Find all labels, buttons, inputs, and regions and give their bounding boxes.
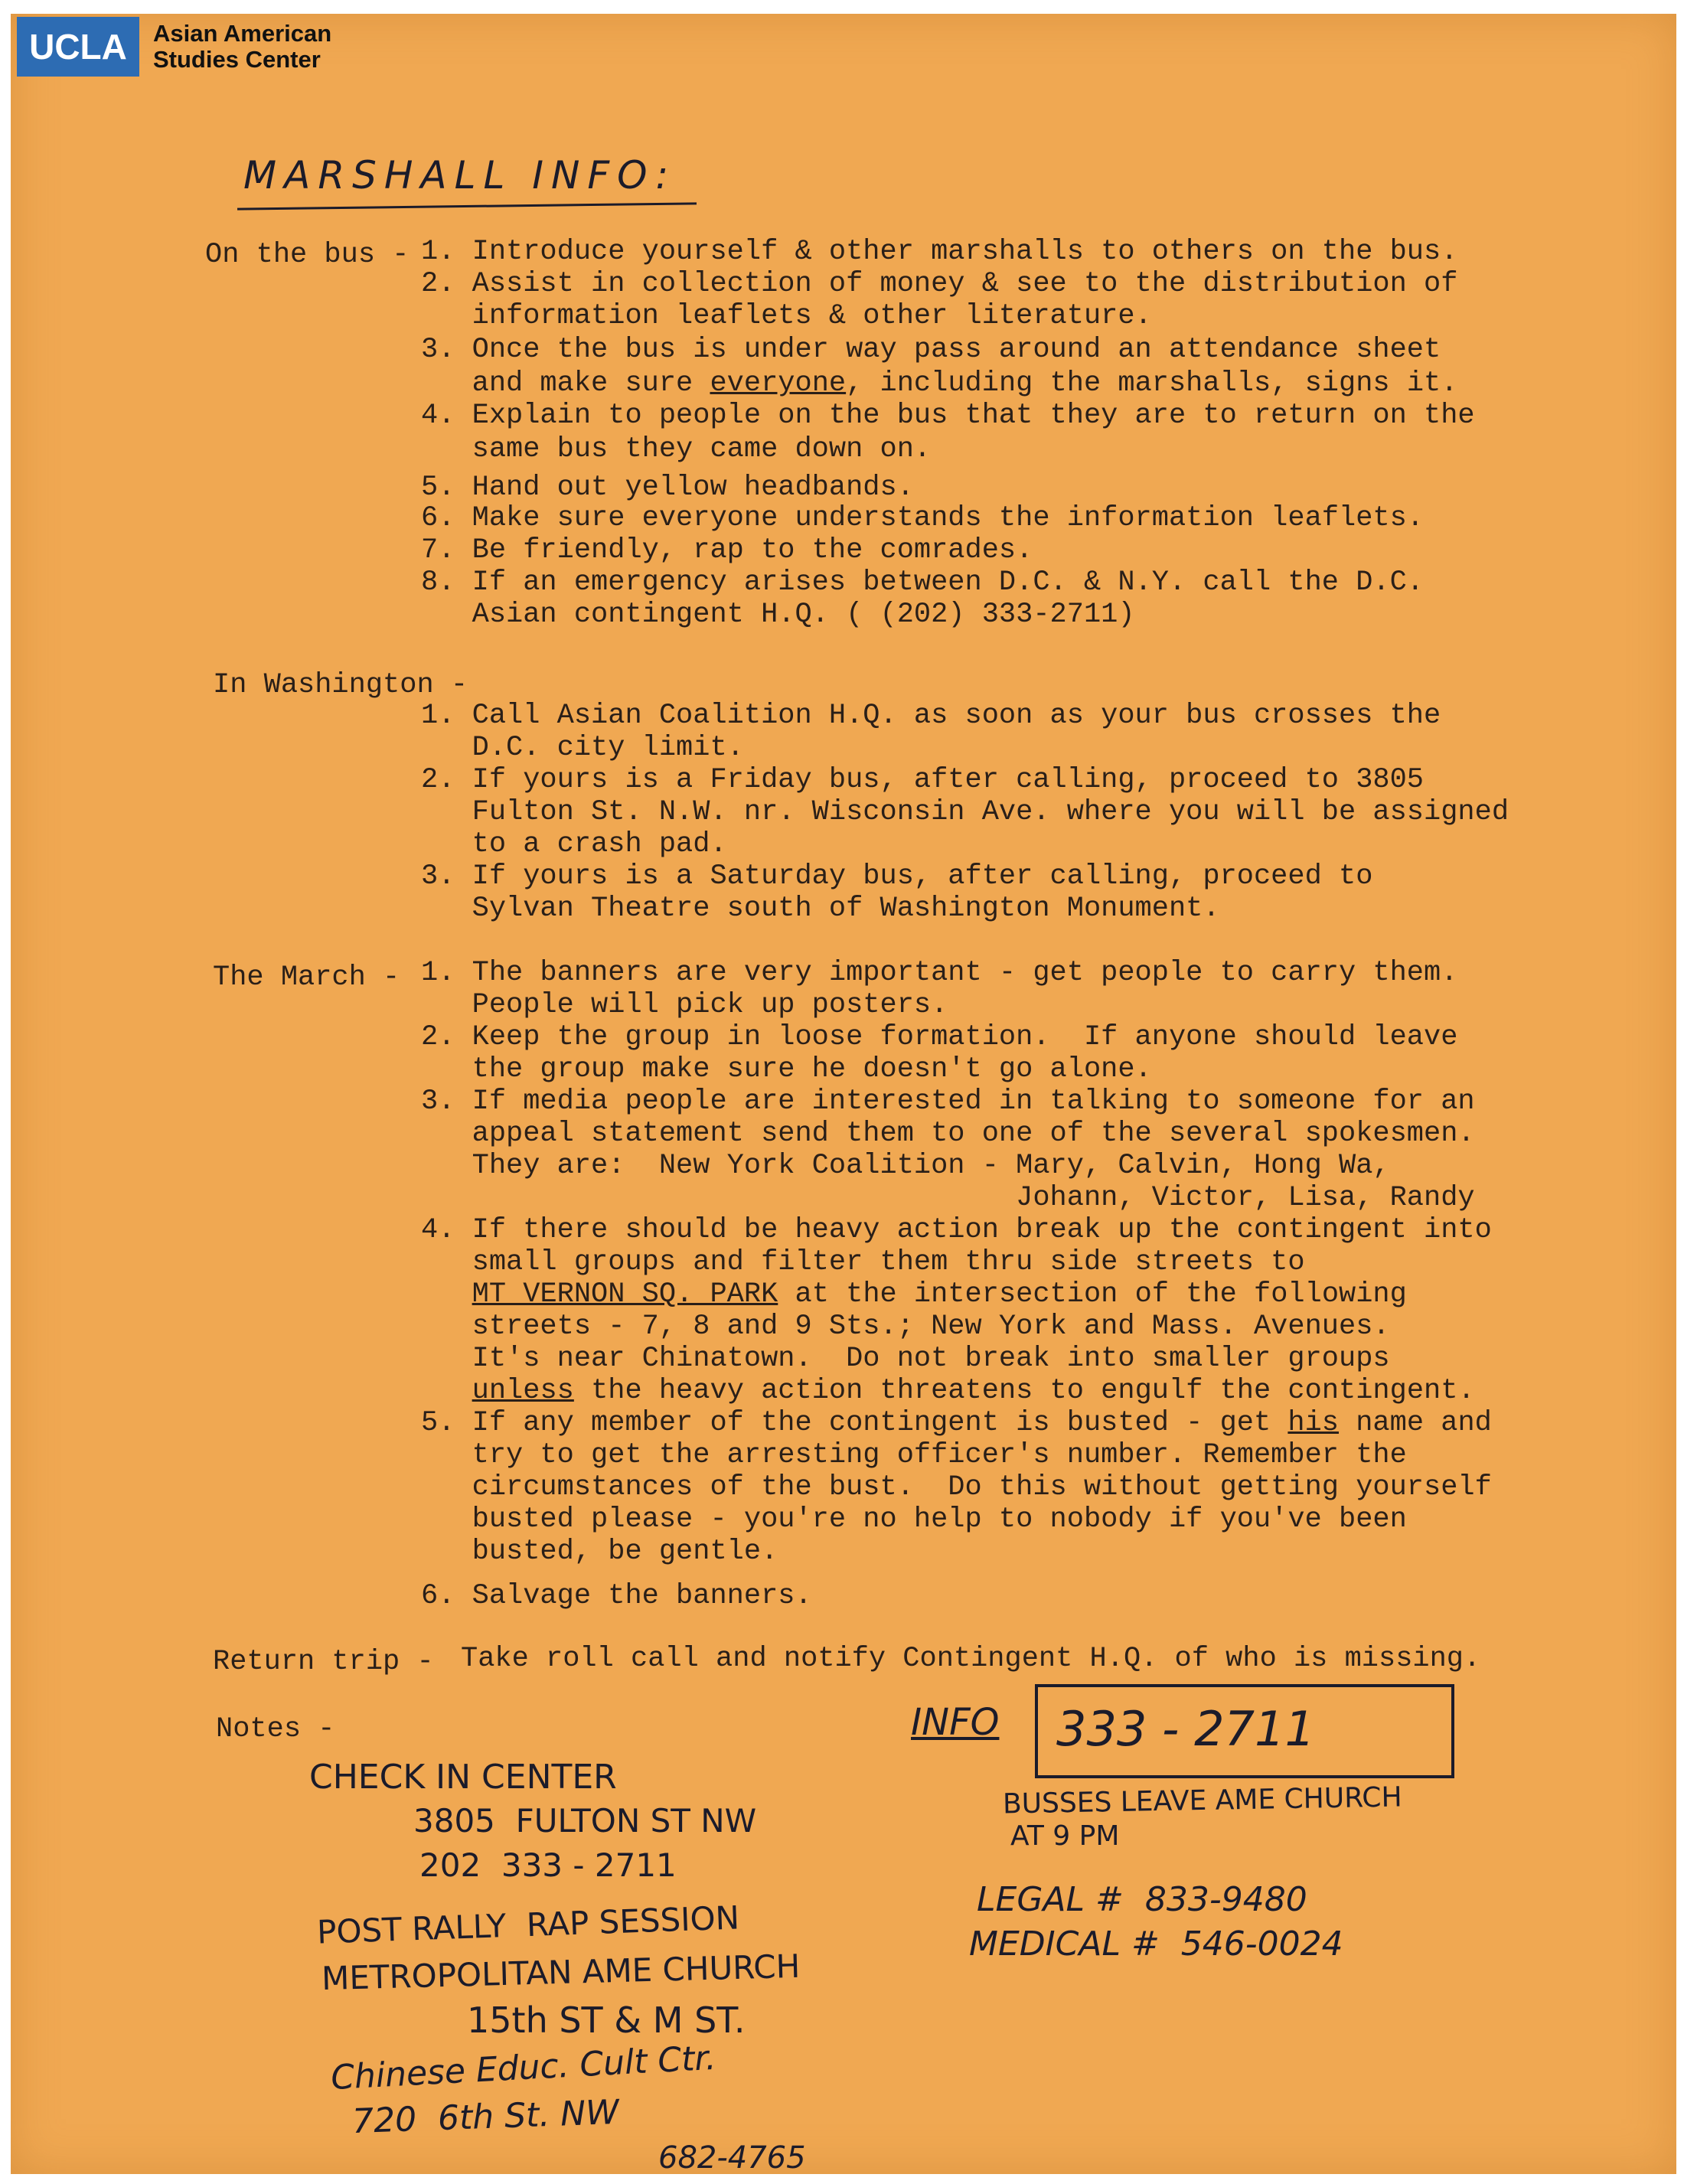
washington-item: 3. If yours is a Saturday bus, after calling, proceed to <box>421 860 1373 893</box>
handwritten-cultural-center: Chinese Educ. Cult Ctr. <box>330 2038 717 2098</box>
march-item: They are: New York Coalition - Mary, Calvin, Hong Wa, <box>421 1150 1390 1182</box>
handwritten-streets: 15th ST & M ST. <box>467 2000 746 2041</box>
march-item: the group make sure he doesn't go alone. <box>421 1053 1152 1085</box>
march-item: People will pick up posters. <box>421 989 948 1021</box>
bus-item: 6. Make sure everyone understands the information leaflets. <box>421 502 1425 534</box>
march-item: MT VERNON SQ. PARK at the intersection of the following <box>472 1278 1407 1311</box>
section-label-return: Return trip - <box>213 1646 434 1678</box>
section-label-washington: In Washington - <box>213 669 468 701</box>
washington-item: Fulton St. N.W. nr. Wisconsin Ave. where you will be assigned <box>421 796 1509 828</box>
handwritten-medical: MEDICAL # 546-0024 <box>969 1924 1343 1964</box>
bus-item: 7. Be friendly, rap to the comrades. <box>421 534 1033 566</box>
march-item: It's near Chinatown. Do not break into smaller groups <box>421 1343 1390 1375</box>
bus-item: 3. Once the bus is under way pass around an attendance sheet <box>421 334 1441 366</box>
logo <box>17 17 331 77</box>
march-item: small groups and filter them thru side streets to <box>421 1246 1305 1278</box>
logo-text-line-1: Asian American <box>153 20 332 47</box>
march-item: Johann, Victor, Lisa, Randy <box>421 1182 1475 1214</box>
march-item: appeal statement send them to one of the several spokesmen. <box>421 1118 1475 1150</box>
logo-text <box>153 21 331 73</box>
handwritten-post-rally: POST RALLY RAP SESSION <box>316 1898 740 1951</box>
march-item: busted, be gentle. <box>421 1536 778 1568</box>
bus-item: and make sure everyone, including the marshalls, signs it. <box>421 367 1458 400</box>
washington-item: to a crash pad. <box>421 828 727 860</box>
ucla-logo: UCLA <box>17 17 139 77</box>
handwritten-busses-time: AT 9 PM <box>1010 1820 1120 1852</box>
section-label-march: The March - <box>213 961 400 994</box>
bus-item: Asian contingent H.Q. ( (202) 333-2711) <box>421 599 1135 631</box>
march-item: 3. If media people are interested in talking to someone for an <box>421 1085 1475 1118</box>
handwritten-legal: LEGAL # 833-9480 <box>977 1880 1307 1919</box>
bus-item: 5. Hand out yellow headbands. <box>421 472 914 504</box>
march-item: 6. Salvage the banners. <box>421 1580 812 1612</box>
march-item: try to get the arresting officer's number. Remember the <box>421 1439 1407 1471</box>
handwritten-phone: 202 333 - 2711 <box>419 1846 677 1884</box>
page-title: MARSHALL INFO: <box>243 153 677 198</box>
handwritten-busses: BUSSES LEAVE AME CHURCH <box>1002 1781 1402 1820</box>
return-text: Take roll call and notify Contingent H.Q. of who is missing. <box>461 1643 1481 1675</box>
march-item: busted please - you're no help to nobody if you've been <box>421 1503 1407 1536</box>
handwritten-info-label: INFO <box>911 1701 1000 1744</box>
march-item: 1. The banners are very important - get people to carry them. <box>421 957 1458 989</box>
bus-item: 4. Explain to people on the bus that they are to return on the <box>421 400 1475 432</box>
handwritten-info-number: 333 - 2711 <box>1056 1701 1315 1757</box>
handwritten-cultural-phone: 682-4765 <box>658 2140 806 2176</box>
march-item: unless the heavy action threatens to engulf the contingent. <box>472 1375 1475 1407</box>
march-item: 4. If there should be heavy action break up the contingent into <box>421 1214 1492 1246</box>
bus-item: 2. Assist in collection of money & see to the distribution of <box>421 268 1458 300</box>
washington-item: 2. If yours is a Friday bus, after calling, proceed to 3805 <box>421 764 1425 796</box>
handwritten-check-in: CHECK IN CENTER <box>309 1758 617 1797</box>
handwritten-address: 3805 FULTON ST NW <box>413 1802 757 1840</box>
handwritten-cultural-address: 720 6th St. NW <box>351 2092 620 2142</box>
bus-item: 1. Introduce yourself & other marshalls to others on the bus. <box>421 236 1458 268</box>
bus-item: information leaflets & other literature. <box>421 300 1152 332</box>
bus-item: 8. If an emergency arises between D.C. & N.Y. call the D.C. <box>421 566 1425 599</box>
march-item: 5. If any member of the contingent is busted - get his name and <box>421 1407 1492 1439</box>
section-label-notes: Notes - <box>216 1713 335 1745</box>
washington-item: D.C. city limit. <box>421 732 744 764</box>
march-item: circumstances of the bust. Do this without getting yourself <box>421 1471 1492 1503</box>
washington-item: Sylvan Theatre south of Washington Monument. <box>421 893 1220 925</box>
handwritten-church: METROPOLITAN AME CHURCH <box>321 1947 801 1998</box>
march-item: streets - 7, 8 and 9 Sts.; New York and Mass. Avenues. <box>421 1311 1390 1343</box>
march-item: 2. Keep the group in loose formation. If anyone should leave <box>421 1021 1458 1053</box>
washington-item: 1. Call Asian Coalition H.Q. as soon as your bus crosses the <box>421 700 1441 732</box>
logo-text-line-2: Studies Center <box>153 46 321 73</box>
section-label-bus: On the bus - <box>205 239 410 271</box>
bus-item: same bus they came down on. <box>421 433 932 465</box>
